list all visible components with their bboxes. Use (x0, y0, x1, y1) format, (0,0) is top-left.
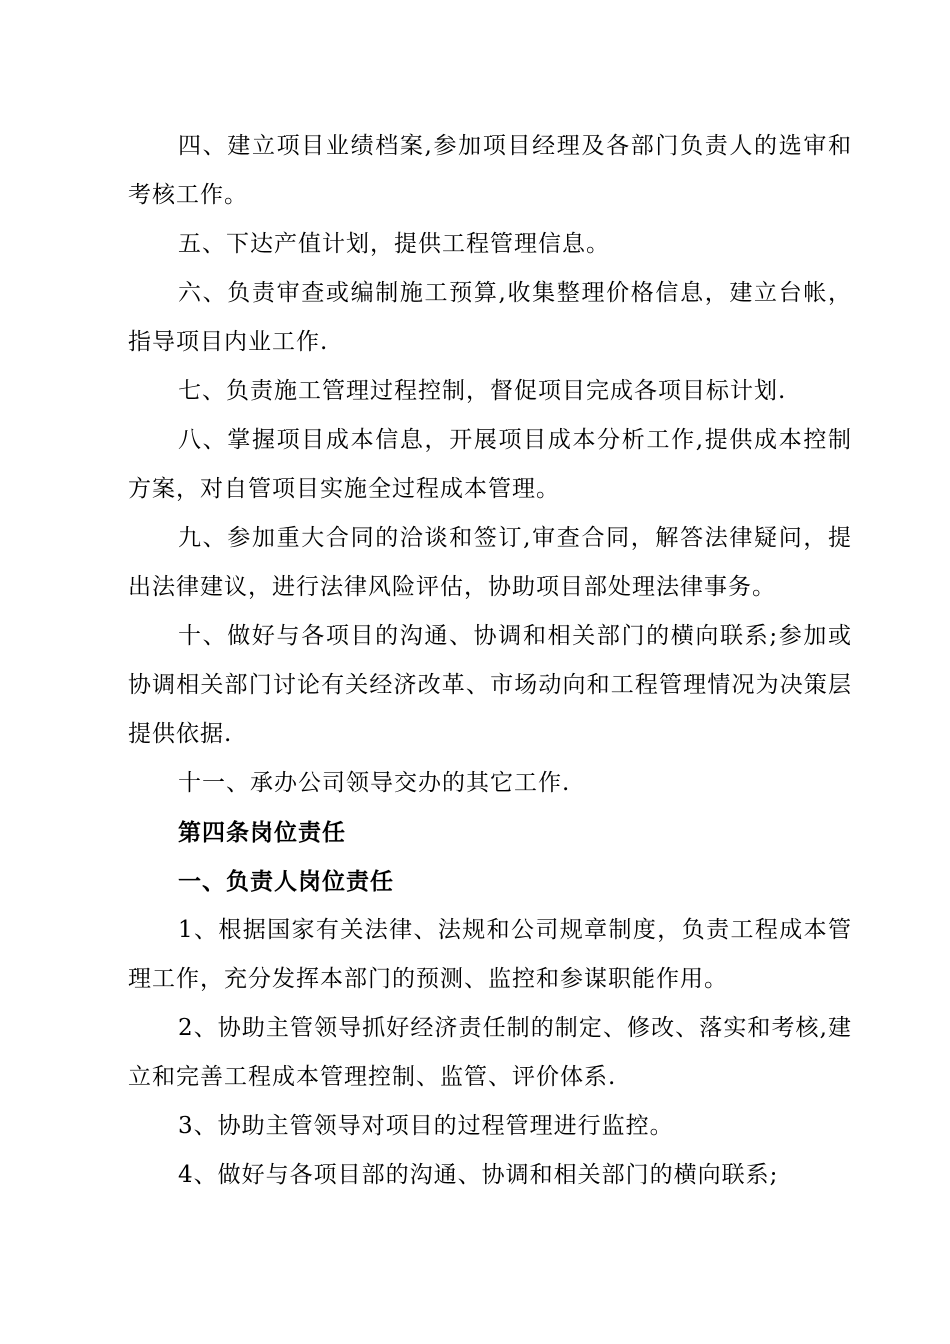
paragraph-9: 九、参加重大合同的洽谈和签订,审查合同，解答法律疑问，提出法律建议，进行法律风险评估，协助项目部处理法律事务。 (128, 525, 852, 600)
paragraph-5: 五、下达产值计划，提供工程管理信息。 (178, 231, 610, 257)
responsibility-item: 1、根据国家有关法律、法规和公司规章制度，负责工程成本管理工作，充分发挥本部门的预测、监控和参谋职能作用。 (128, 917, 852, 992)
responsibility-item: 3、协助主管领导对项目的过程管理进行监控。 (178, 1113, 674, 1139)
section-heading: 第四条岗位责任 (178, 819, 346, 846)
paragraph-10: 十、做好与各项目的沟通、协调和相关部门的横向联系;参加或协调相关部门讨论有关经济改革、市场动向和工程管理情况为决策层提供依据. (128, 623, 852, 747)
paragraph-8: 八、掌握项目成本信息，开展项目成本分析工作,提供成本控制方案，对自管项目实施全过程成本管理。 (128, 427, 852, 502)
paragraph-7: 七、负责施工管理过程控制，督促项目完成各项目标计划. (178, 378, 787, 404)
responsibility-item: 4、做好与各项目部的沟通、协调和相关部门的横向联系; (178, 1162, 779, 1188)
paragraph-4: 四、建立项目业绩档案,参加项目经理及各部门负责人的选审和考核工作。 (128, 133, 852, 208)
paragraph-11: 十一、承办公司领导交办的其它工作. (178, 770, 571, 796)
document-page (128, 122, 852, 1200)
paragraph-6: 六、负责审查或编制施工预算,收集整理价格信息，建立台帐，指导项目内业工作. (128, 280, 852, 355)
sub-heading: 一、负责人岗位责任 (178, 868, 394, 895)
responsibility-item: 2、协助主管领导抓好经济责任制的制定、修改、落实和考核,建立和完善工程成本管理控制、监管、评价体系. (128, 1015, 852, 1090)
